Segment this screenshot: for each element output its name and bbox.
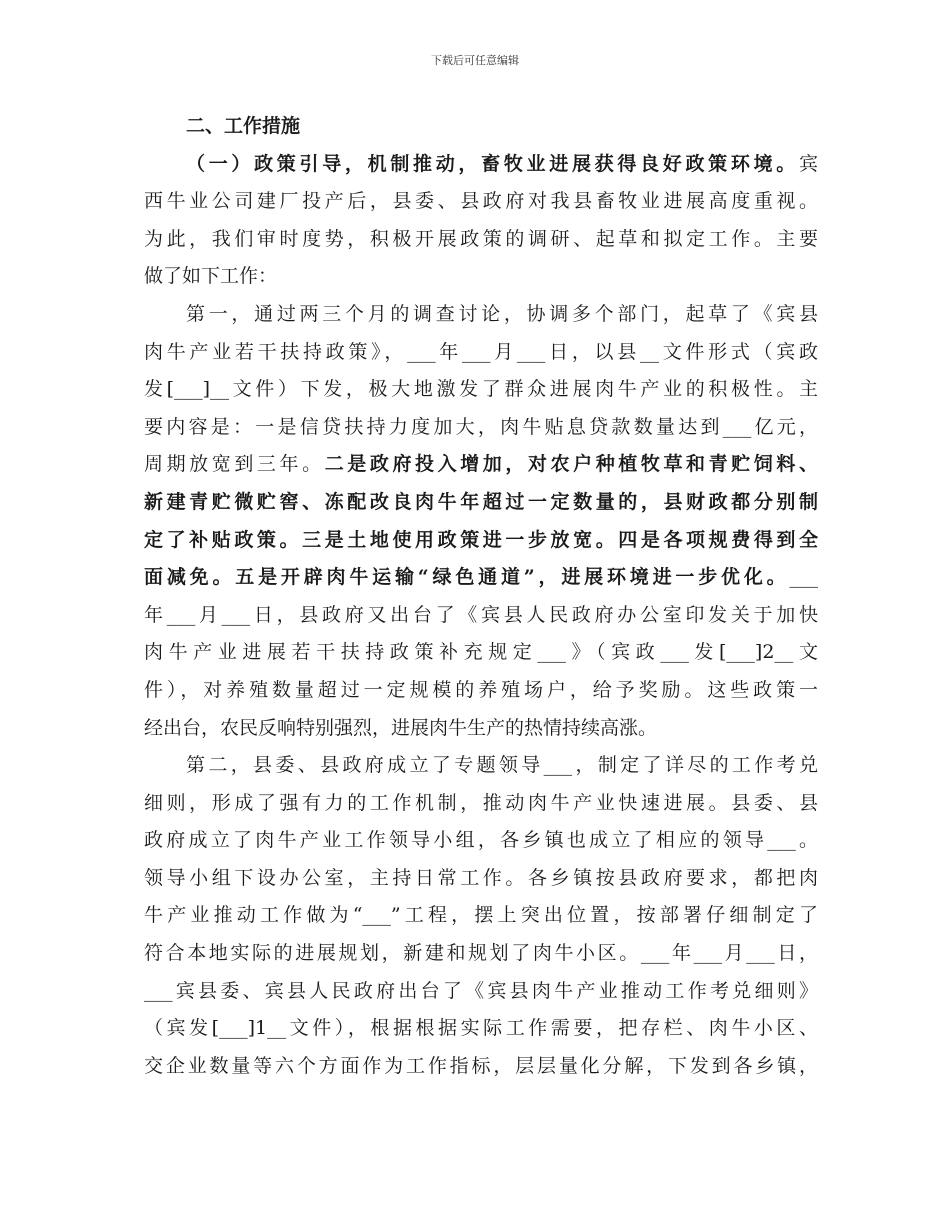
paragraph-line: 第一，通过两三个月的调查讨论，协调多个部门，起草了《宾县: [186, 302, 818, 325]
paragraph-line: 领导小组下设办公室，主持日常工作。各乡镇按县政府要求，都把肉: [144, 866, 818, 889]
bold-text: （一）政策引导，机制推动，畜牧业进展获得良好政策环境。: [186, 152, 799, 175]
paragraph-line: [144, 446, 818, 484]
paragraph-line: 为此，我们审时度势，积极开展政策的调研、起草和拟定工作。主要: [144, 227, 818, 250]
paragraph-line: 交企业数量等六个方面作为工作指标，层层量化分解，下发到各乡镇，: [144, 1054, 818, 1077]
paragraph-line: （宾发[___]1__文件），根据根据实际工作需要，把存栏、肉牛小区、: [144, 1017, 818, 1040]
text-run: 周期放宽到三年。: [144, 453, 325, 476]
text-run: ___: [789, 566, 818, 589]
paragraph-line: 肉牛产业若干扶持政策》，___年___月___日，以县__文件形式（宾政: [144, 340, 818, 363]
paragraph-line: [144, 559, 818, 597]
paragraph-line: 新建青贮微贮窖、冻配改良肉牛年超过一定数量的，县财政都分别制: [144, 490, 818, 513]
paragraph-line: 年___月___日，县政府又出台了《宾县人民政府办公室印发关于加快: [144, 603, 818, 626]
text-run: 宾: [798, 152, 818, 175]
paragraph-line: ___宾县委、宾县人民政府出台了《宾县肉牛产业推动工作考兑细则》: [144, 979, 818, 1002]
paragraph-line: 发[___]__文件）下发，极大地激发了群众进展肉牛产业的积极性。主: [144, 378, 818, 401]
bold-text: 二是政府投入增加，对农户种植牧草和青贮饲料、: [324, 453, 818, 476]
paragraph-line: 第二，县委、县政府成立了专题领导___，制定了详尽的工作考兑: [186, 754, 818, 777]
page-header: 下载后可任意编辑: [431, 54, 519, 67]
paragraph-line: 肉牛产业进展若干扶持政策补充规定___》（宾政___发[___]2__文: [144, 641, 818, 664]
paragraph-line: 定了补贴政策。三是土地使用政策进一步放宽。四是各项规费得到全: [144, 528, 818, 551]
section-heading: 二、工作措施: [186, 115, 301, 137]
paragraph-line: 细则，形成了强有力的工作机制，推动肉牛产业快速进展。县委、县: [144, 791, 818, 814]
paragraph-line: [144, 146, 818, 184]
paragraph-line: 牛产业推动工作做为“___”工程，摆上突出位置，按部署仔细制定了: [144, 904, 818, 927]
paragraph-line: 经出台，农民反响特别强烈，进展肉牛生产的热情持续高涨。: [144, 716, 658, 739]
paragraph-line: 政府成立了肉牛产业工作领导小组，各乡镇也成立了相应的领导___。: [144, 829, 818, 852]
paragraph-line: 符合本地实际的进展规划，新建和规划了肉牛小区。___年___月___日，: [144, 942, 818, 965]
bold-text: 面减免。五是开辟肉牛运输“绿色通道”，进展环境进一步优化。: [144, 566, 790, 589]
paragraph-line: 要内容是：一是信贷扶持力度加大，肉牛贴息贷款数量达到___亿元，: [144, 415, 818, 438]
paragraph-line: 西牛业公司建厂投产后，县委、县政府对我县畜牧业进展高度重视。: [144, 190, 818, 213]
paragraph-line: 件），对养殖数量超过一定规模的养殖场户，给予奖励。这些政策一: [144, 678, 818, 701]
paragraph-line: 做了如下工作：: [144, 265, 278, 288]
document-body: [144, 108, 818, 1085]
